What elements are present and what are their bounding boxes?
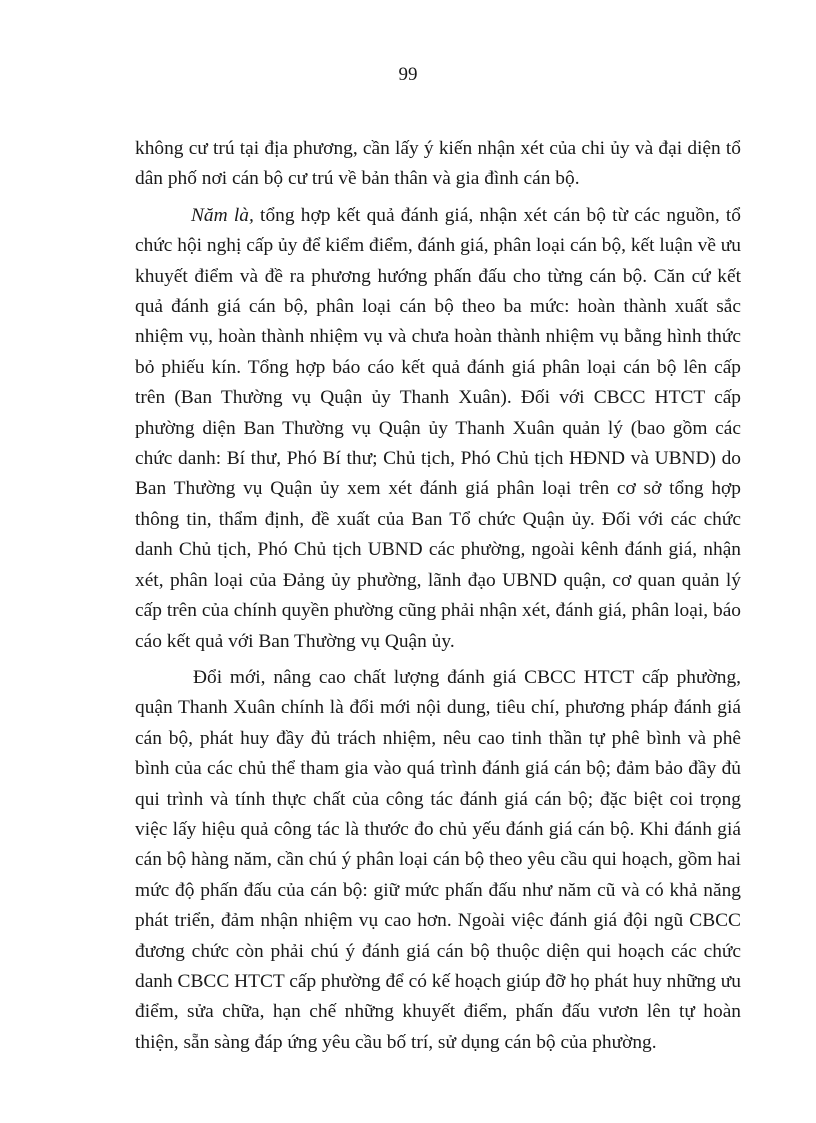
paragraph-body-text: tổng hợp kết quả đánh giá, nhận xét cán bộ từ các nguồn, tổ chức hội nghị cấp ủy để kiểm điểm, đánh giá, phân loại cán bộ, kết luận về ưu khuyết điểm và đề ra phương hướng phấn đấu cho từng cán bộ. Căn cứ kết quả đánh giá cán bộ, phân loại cán bộ theo ba mức: hoàn thành xuất sắc nhiệm vụ, hoàn thành nhiệm vụ và chưa hoàn thành nhiệm vụ bằng hình thức bỏ phiếu kín. Tổng hợp báo cáo kết quả đánh giá phân loại cán bộ lên cấp trên (Ban Thường vụ Quận ủy Thanh Xuân). Đối với CBCC HTCT cấp phường diện Ban Thường vụ Quận ủy Thanh Xuân quản lý (bao gồm các chức danh: Bí thư, Phó Bí thư; Chủ tịch, Phó Chủ tịch HĐND và UBND) do Ban Thường vụ Quận ủy xem xét đánh giá phân loại trên cơ sở tổng hợp thông tin, thẩm định, đề xuất của Ban Tổ chức Quận ủy. Đối với các chức danh Chủ tịch, Phó Chủ tịch UBND các phường, ngoài kênh đánh giá, nhận xét, phân loại của Đảng ủy phường, lãnh đạo UBND quận, cơ quan quản lý cấp trên của chính quyền phường cũng phải nhận xét, đánh giá, phân loại, báo cáo kết quả với Ban Thường vụ Quận ủy. bbox=[135, 204, 741, 652]
page-number: 99 bbox=[398, 64, 418, 85]
paragraph-doi-moi: Đổi mới, nâng cao chất lượng đánh giá CBCC HTCT cấp phường, quận Thanh Xuân chính là đổi mới nội dung, tiêu chí, phương pháp đánh giá cán bộ, phát huy đầy đủ trách nhiệm, nêu cao tinh thần tự phê bình và phê bình của các chủ thể tham gia vào quá trình đánh giá cán bộ; đảm bảo đầy đủ qui trình và tính thực chất của công tác đánh giá cán bộ; đặc biệt coi trọng việc lấy hiệu quả công tác là thước đo chủ yếu đánh giá cán bộ. Khi đánh giá cán bộ hàng năm, cần chú ý phân loại cán bộ theo yêu cầu qui hoạch, gồm hai mức độ phấn đấu của cán bộ: giữ mức phấn đấu như năm cũ và có khả năng phát triển, đảm nhận nhiệm vụ cao hơn. Ngoài việc đánh giá đội ngũ CBCC đương chức còn phải chú ý đánh giá cán bộ thuộc diện qui hoạch các chức danh CBCC HTCT cấp phường để có kế hoạch giúp đỡ họ phát huy những ưu điểm, sửa chữa, hạn chế những khuyết điểm, phấn đấu vươn lên tự hoàn thiện, sẵn sàng đáp ứng yêu cầu bố trí, sử dụng cán bộ của phường. bbox=[135, 666, 741, 1053]
paragraph-nam-la bbox=[135, 201, 741, 657]
document-body bbox=[135, 134, 741, 1064]
paragraph-lead-italic: Năm là, bbox=[191, 204, 254, 226]
paragraph-continuation: không cư trú tại địa phương, cần lấy ý kiến nhận xét của chi ủy và đại diện tổ dân phố nơi cán bộ cư trú về bản thân và gia đình cán bộ. bbox=[135, 138, 741, 190]
